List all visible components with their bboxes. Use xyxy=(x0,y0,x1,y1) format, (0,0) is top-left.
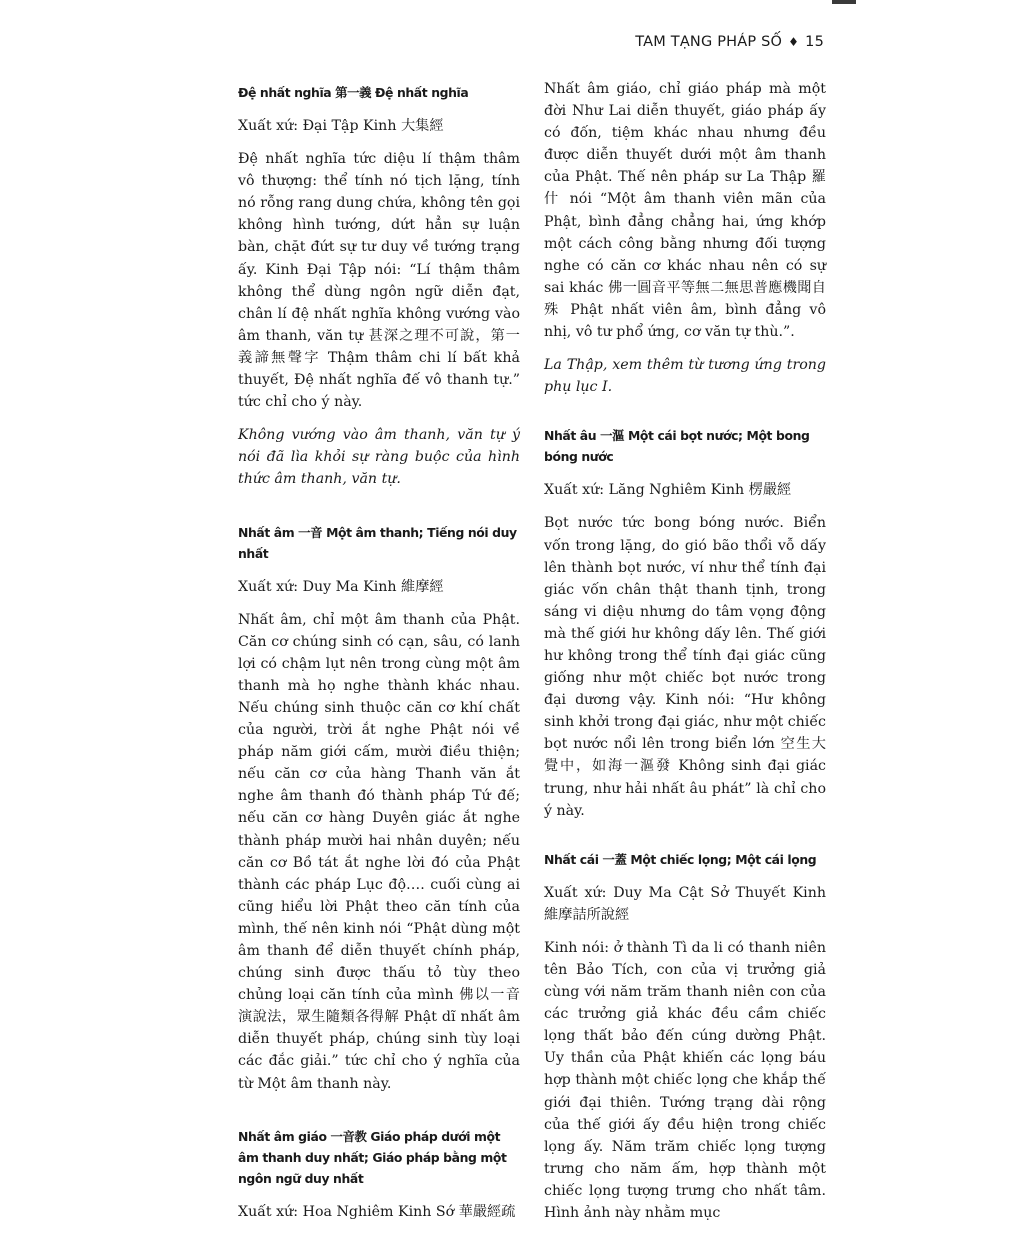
top-edge-mark xyxy=(832,0,856,4)
entry-source: Xuất xứ: Hoa Nghiêm Kinh Sớ 華嚴經疏 xyxy=(238,1203,516,1220)
entry-source: Xuất xứ: Duy Ma Kinh 維摩經 xyxy=(238,578,444,595)
entry-heading-nhat-am: Nhất âm 一音 Một âm thanh; Tiếng nói duy nhất xyxy=(238,524,517,561)
diamond-icon: ♦ xyxy=(788,35,800,49)
right-column xyxy=(544,78,826,1235)
left-column xyxy=(238,78,520,1234)
entry-note: Không vướng vào âm thanh, văn tự ý nói đã lìa khỏi sự ràng buộc của hình thức âm thanh, văn tự. xyxy=(238,427,520,488)
entry-body: Kinh nói: ở thành Tì da li có thanh niên tên Bảo Tích, con của vị trưởng giả cùng với năm trăm thanh niên con của các trưởng giả khác đều cầm chiếc lọng thất bảo đến cúng dường Phật. Uy thần của Phật khiến các lọng báu hợp thành một chiếc lọng che khắp thế giới đại thiên. Tướng trạng dài rộng của thế giới ấy đều hiện trong chiếc lọng ấy. Năm trăm chiếc lọng tượng trưng cho năm ấm, hợp thành một chiếc lọng tượng trưng cho nhất tâm. Hình ảnh này nhằm mục xyxy=(544,939,826,1222)
entry-body: Bọt nước tức bong bóng nước. Biển vốn trong lặng, do gió bão thổi vỗ dấy lên thành bọt nước, ví như thể tính đại giác vốn chân thật thanh tịnh, trong sáng vi diệu nhưng do tâm vọng động mà thế giới hư không dấy lên. Thế giới hư không trong thể tính đại giác cũng giống như một chiếc bọt nước trong đại dương vậy. Kinh nói: “Hư không sinh khởi trong đại giác, như một chiếc bọt nước nổi lên trong biển lớn 空生大覺中，如海一漚發 Không sinh đại giác trung, như hải nhất âu phát” là chỉ cho ý này. xyxy=(544,515,826,819)
page-number: 15 xyxy=(805,34,824,50)
running-header xyxy=(635,34,824,50)
entry-heading-nhat-au: Nhất âu 一漚 Một cái bọt nước; Một bong bóng nước xyxy=(544,428,810,465)
entry-heading-de-nhat-nghia: Đệ nhất nghĩa 第一義 Đệ nhất nghĩa xyxy=(238,85,469,100)
entry-body: Nhất âm, chỉ một âm thanh của Phật. Căn cơ chúng sinh có cạn, sâu, có lanh lợi có chậm lụt nên trong cùng một âm thanh mà họ nghe thành khác nhau. Nếu chúng sinh thuộc căn cơ khí chất của người, trời ắt nghe Phật nói về pháp năm giới cấm, mười điều thiện; nếu căn cơ của hàng Thanh văn ắt nghe âm thanh đó thành pháp Tứ đế; nếu căn cơ hàng Duyên giác ắt nghe thành pháp mười hai nhân duyên; nếu căn cơ Bồ tát ắt nghe lời đó của Phật thành các pháp Lục độ…. cuối cùng ai cũng hiểu lời Phật theo căn tính của mình, thế nên kinh nói “Phật dùng một âm thanh để diễn thuyết chính pháp, chúng sinh được thấu tỏ tùy theo chủng loại căn tính của mình 佛以一音演說法，眾生隨類各得解 Phật dĩ nhất âm diễn thuyết pháp, chúng sinh tùy loại các đắc giải.” tức chỉ cho ý nghĩa của từ Một âm thanh này. xyxy=(238,611,520,1092)
entry-body-continued: Nhất âm giáo, chỉ giáo pháp mà một đời Như Lai diễn thuyết, giáo pháp ấy có đốn, tiệm khác nhau nhưng đều được diễn thuyết dưới một âm thanh của Phật. Thế nên pháp sư La Thập 羅什 nói “Một âm thanh viên mãn của Phật, bình đẳng chẳng hai, ứng khớp một cách công bằng nhưng đối tượng nghe có căn cơ khác nhau nên có sự sai khác 佛一圓音平等無二無思普應機聞自殊 Phật nhất viên âm, bình đẳng vô nhị, vô tư phổ ứng, cơ văn tự thù.”. xyxy=(544,81,826,341)
entry-body: Đệ nhất nghĩa tức diệu lí thậm thâm vô thượng: thể tính nó tịch lặng, tính nó rỗng rang dung chứa, không tên gọi không hình tướng, dứt hẳn sự luận bàn, chặt đứt sự tư duy về tướng trạng ấy. Kinh Đại Tập nói: “Lí thậm thâm không thể dùng ngôn ngữ diễn đạt, chân lí đệ nhất nghĩa không vướng vào âm thanh, văn tự 甚深之理不可說，第一義諦無聲字 Thậm thâm chi lí bất khả thuyết, Đệ nhất nghĩa đế vô thanh tự.” tức chỉ cho ý này. xyxy=(238,151,520,411)
entry-note: La Thập, xem thêm từ tương ứng trong phụ lục I. xyxy=(544,357,826,396)
entry-heading-nhat-am-giao: Nhất âm giáo 一音教 Giáo pháp dưới một âm thanh duy nhất; Giáo pháp bằng một ngôn ngữ duy nhất xyxy=(238,1128,507,1186)
entry-source: Xuất xứ: Đại Tập Kinh 大集經 xyxy=(238,118,444,134)
entry-heading-nhat-cai: Nhất cái 一蓋 Một chiếc lọng; Một cái lọng xyxy=(544,851,817,867)
running-title: TAM TẠNG PHÁP SỐ xyxy=(635,34,783,50)
entry-source: Xuất xứ: Duy Ma Cật Sở Thuyết Kinh 維摩詰所說經 xyxy=(544,884,826,923)
entry-source: Xuất xứ: Lăng Nghiêm Kinh 楞嚴經 xyxy=(544,482,792,499)
